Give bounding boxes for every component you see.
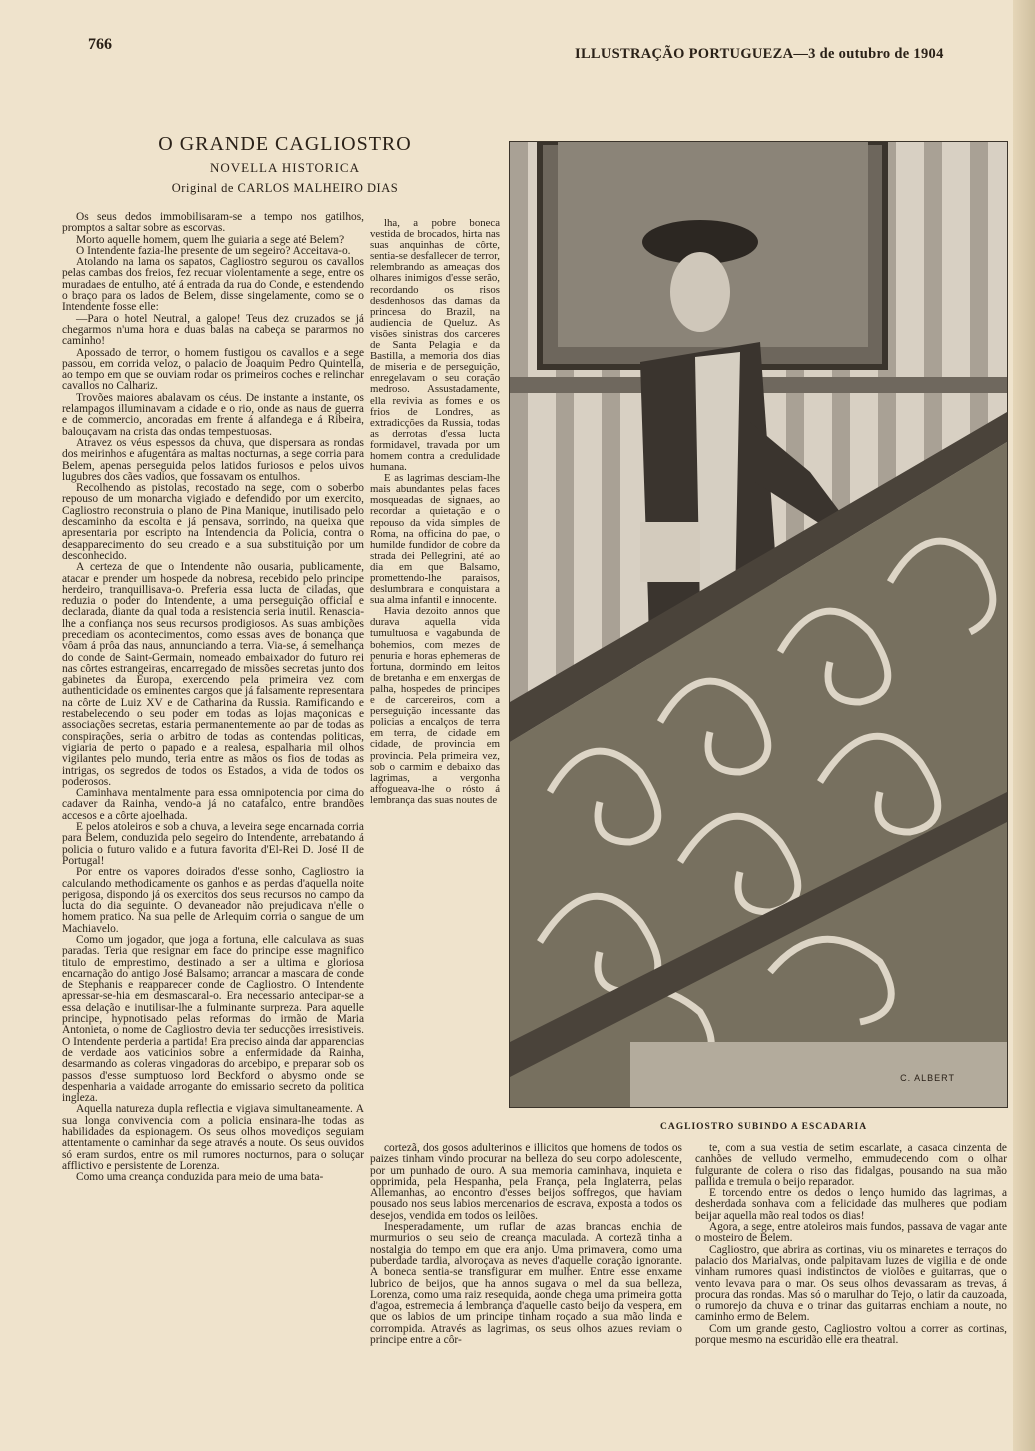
paragraph: Cagliostro, que abrira as cortinas, viu os minaretes e terraços do palacio dos Marialvas, onde palpitavam luzes de vigilia e de onde vinham rumores quasi indistinctos de violões e guitarras, que o vento levava para o mar. Os seus olhos devassaram as trevas, á procura das rondas. Mas só o marulhar do Tejo, o latir da cauzoada, o rumorejo da chuva e o trinar das guitarras enchiam a noute, no caminho ermo de Belem. — [695, 1243, 1007, 1324]
text-column-1 — [62, 212, 364, 1382]
paragraph: Atravez os véus espessos da chuva, que dispersara as rondas dos meirinhos e afugentára as maltas nocturnas, a sege corria para Belem, apenas perseguida pelos latidos furiosos e pelos uivos lugubres dos cães vadios, que fossavam os entulhos. — [62, 436, 364, 483]
paragraph: Agora, a sege, entre atoleiros mais fundos, passava de vagar ante o mosteiro de Belem. — [695, 1221, 1007, 1245]
paragraph: te, com a sua vestia de setim escarlate, a casaca cinzenta de canhões de velludo vermelho, emmudecendo com o olhar fulgurante de colera o riso das fidalgas, pousando na sua mão pallida e tremula o beijo reparador. — [695, 1143, 1007, 1188]
paragraph: Aquella natureza dupla reflectia e vigiava simultaneamente. A sua longa convivencia com a policia ensinara-lhe todas as habilidades da espionagem. Os seus olhos movediços seguiam attentamente o caminhar da sege através a noute. Os seus ouvidos só eram surdos, entre os mil rumores nocturnos, para o soluçar afflictivo e persistente de Lorenza. — [62, 1103, 364, 1172]
paragraph: A certeza de que o Intendente não ousaria, publicamente, atacar e prender um hospede da nobresa, recebido pelo principe herdeiro, tranquillisava-o. Preferia essa lucta de ciladas, que reduzia o poder do Intendente, a uma perseguição official e declarada, diante da qual toda a resistencia seria inutil. Renascia-lhe a confiança nos seus recursos prodigiosos. As suas ambições precediam os acontecimentos, como essas aves de bonança que vôam á prôa das naus, annunciando a terra. Via-se, á semelhança do conde de Saint-Germain, nomeado embaixador do futuro rei nas côrtes estrangeiras, encarregado de missões secretas junto dos gabinetes da Europa, exercendo pela primeira vez com authenticidade os eminentes cargos que já falsamente representara na côrte de Luiz XV e de Catharina da Russia. Ramificando e restabelecendo o seu poder em todas as lojas maçonicas e associações secretas, estaria permanentemente ao par de todas as conspirações, seria o arbitro de todas as contendas politicas, vigiaria de perto o papado e a realesa, espalharia mil olhos vigilantes pelo mundo, teria entre as mãos os fios de todas as intrigas, os segredos de todos os Estados, a vida de todos os poderosos. — [62, 561, 364, 788]
paragraph: Os seus dedos immobilisaram-se a tempo nos gatilhos, promptos a saltar sobre as escorvas. — [62, 212, 364, 235]
text-column-4 — [695, 1143, 1007, 1393]
article-title: O GRANDE CAGLIOSTRO — [158, 133, 412, 155]
page-number: 766 — [88, 36, 112, 53]
paragraph: Por entre os vapores doirados d'esse sonho, Cagliostro ia calculando methodicamente os ganhos e as perdas d'aquella noite perigosa, dispondo já os exercitos dos seus recursos no campo da lucta do dia seguinte. O devaneador não prejudicava n'elle o homem pratico. Na sua pelle de Arlequim corria o sangue de um Machiavelo. — [62, 866, 364, 935]
paragraph: Morto aquelle homem, quem lhe guiaria a sege até Belem? — [76, 233, 345, 246]
paragraph: Atolando na lama os sapatos, Cagliostro segurou os cavallos pelas cambas dos freios, fez recuar violentamente a sege, entre os muradaes de entulho, até á entrada da rua do Conde, e estendendo o braço para os lados de Belem, disse singelamente, como se o Intendente fosse elle: — [62, 256, 364, 314]
paragraph: O Intendente fazia-lhe presente de um segeiro? Acceitava-o. — [76, 244, 351, 257]
paragraph: Com um grande gesto, Cagliostro voltou a correr as cortinas, porque mesmo na escuridão elle era theatral. — [695, 1322, 1007, 1347]
illustration-caption: CAGLIOSTRO SUBINDO A ESCADARIA — [660, 1122, 868, 1132]
text-column-2 — [370, 218, 500, 1140]
paragraph: Como um jogador, que joga a fortuna, elle calculava as suas paradas. Teria que resignar em face do principe esse magnifico titulo de emprestimo, destinado a ser a ultima e gloriosa encarnação do antigo José Balsamo; arrancar a mascara de conde de Stephanis e reapparecer conde de Cagliostro. O Intendente apressar-se-hia em desmascaral-o. Era necessario antecipar-se a essa delação e inutilisar-lhe a fulminante surpreza. Para aquelle principe, hypnotisado pelas reformas do irmão de Maria Antonieta, o nome de Cagliostro devia ter seducções irresistiveis. O Intendente perderia a partida! Era preciso ainda dar apparencias de verdade aos vaticinios sobre a enfermidade da Rainha, desarmando as coleras vingadoras do arcebipo, e preparar sob os passos d'esse sumptuoso lord Beckford o abysmo onde se despenharia a vaidade arrogante do emissario secreto da politica ingleza. — [62, 934, 364, 1105]
paragraph: Inesperadamente, um ruflar de azas brancas enchia de murmurios o seu seio de creança maculada. A cortezã tinha a nostalgia do tempo em que era anjo. Uma primavera, como uma puberdade tardia, alvoroçava as neves d'aquelle coração ignorante. A boneca sentia-se transfigurar em mulher. Entre esse enxame lubrico de beijos, que ha annos sugava o mel da sua belleza, Lorenza, como uma raiz resequida, aonde chega uma primeira gotta d'agoa, estremecia á lembrança d'aquelle casto beijo da vespera, em que os labios de um principe tinham roçado a sua mão linda e corrompida. Através as lagrimas, os seus olhos azues reviam o principe entre a côr- — [370, 1221, 682, 1347]
paragraph: —Para o hotel Neutral, a galope! Teus dez cruzados se já chegarmos n'uma hora e duas balas na cabeça se pararmos no caminho! — [62, 312, 364, 348]
paragraph: lha, a pobre boneca vestida de brocados, hirta nas suas anquinhas de côrte, sentia-se desfallecer de terror, relembrando as ameaças dos olhares inimigos d'esse serão, recordando os risos desdenhosos das damas da princesa do Brazil, na audiencia de Queluz. As visões sinistras dos carceres de Santa Pelagia e da Bastilla, a memoria dos dias de miseria e de perseguição, enregelavam o seu coração medroso. Assustadamente, ella revivia as fomes e os frios de Londres, as extradicções da Russia, todas as derrotas d'essa lucta formidavel, travada por um homem contra a credulidade humana. — [370, 218, 500, 474]
paragraph: E torcendo entre os dedos o lenço humido das lagrimas, a desherdada sonhava com a felicidade das mulheres que podiam beijar aquella mão real todos os dias! — [695, 1187, 1007, 1222]
artist-signature: C. ALBERT — [900, 1073, 955, 1083]
paragraph: E as lagrimas desciam-lhe mais abundantes pelas faces mosqueadas de signaes, ao recordar a quietação e o repouso da vida simples de Roma, na officina do pae, o humilde fundidor de cobre da strada dei Pellegrini, até ao dia em que Balsamo, promettendo-lhe paraisos, deslumbrara e conquistara a sua alma infantil e innocente. — [370, 472, 500, 607]
article-byline: Original de CARLOS MALHEIRO DIAS — [171, 181, 399, 195]
text-column-3 — [370, 1143, 682, 1393]
illustration — [509, 141, 1008, 1108]
article-subtitle: NOVELLA HISTORICA — [209, 160, 360, 175]
running-title: ILLUSTRAÇÃO PORTUGUEZA—3 de outubro de 1904 — [575, 46, 944, 62]
paragraph: Havia dezoito annos que durava aquella vida tumultuosa e vagabunda de bohemios, com mezes de penuria e horas ephemeras de fortuna, dormindo em leitos de bretanha e em enxergas de palha, hospedes de principes e de carcereiros, com a perseguição incessante das policias a encalços de terra em terra, de cidade em cidade, de provincia em provincia. Pela primeira vez, sob o carmim e debaixo das lagrimas, a vergonha affogueava-lhe o rósto á lembrança das suas noutes de — [370, 605, 500, 806]
paragraph: Trovões maiores abalavam os céus. De instante a instante, os relampagos illuminavam a cidade e o rio, onde as naus de guerra e de commercio, ancoradas em frente á alfandega e á Ribeira, balouçavam na crista das ondas tempestuosas. — [62, 391, 364, 438]
paragraph: Como uma creança conduzida para meio de uma bata- — [76, 1171, 324, 1184]
paragraph: Recolhendo as pistolas, recostado na sege, com o soberbo repouso de um monarcha vigiado e defendido por um exercito, Cagliostro reconstruia o plano de Pina Manique, inutilisado pelo descaminho da escolta e já pensava, sorrindo, na queixa que apresentaria por escripto na Intendencia da Policia, contra o desapparecimento do seu creado e a sua substituição por um desconhecido. — [62, 482, 364, 562]
paragraph: E pelos atoleiros e sob a chuva, a leveira sege encarnada corria para Belem, conduzida pelo segeiro do Intendente, arrebatando á policia o futuro valido e a futura favorita d'El-Rei D. José II de Portugal! — [62, 821, 364, 867]
page-edge — [1013, 0, 1035, 1451]
paragraph: Caminhava mentalmente para essa omnipotencia por cima do cadaver da Rainha, vendo-a já no catafalco, entre brandões accesos e a côrte ajoelhada. — [62, 787, 364, 822]
paragraph: Apossado de terror, o homem fustigou os cavallos e a sege passou, em corrida veloz, o palacio de Joaquim Pedro Quintella, ao tempo em que se ouviam rodar os primeiros coches e relinchar cavallos no Calhariz. — [62, 346, 364, 393]
paragraph: cortezã, dos gosos adulterinos e illicitos que homens de todos os paizes tinham vindo procurar na belleza do seu corpo adolescente, por um punhado de ouro. A sua memoria caminhava, inquieta e opprimida, pela Hespanha, pela França, pela Inglaterra, pelas Allemanhas, ao encontro d'esses beijos soffregos, que haviam pousado nos seus labios mercenarios de escrava, exposta a todos os desejos, vendida em todos os leilões. — [370, 1143, 682, 1222]
illustration-drawing — [510, 142, 1007, 1107]
